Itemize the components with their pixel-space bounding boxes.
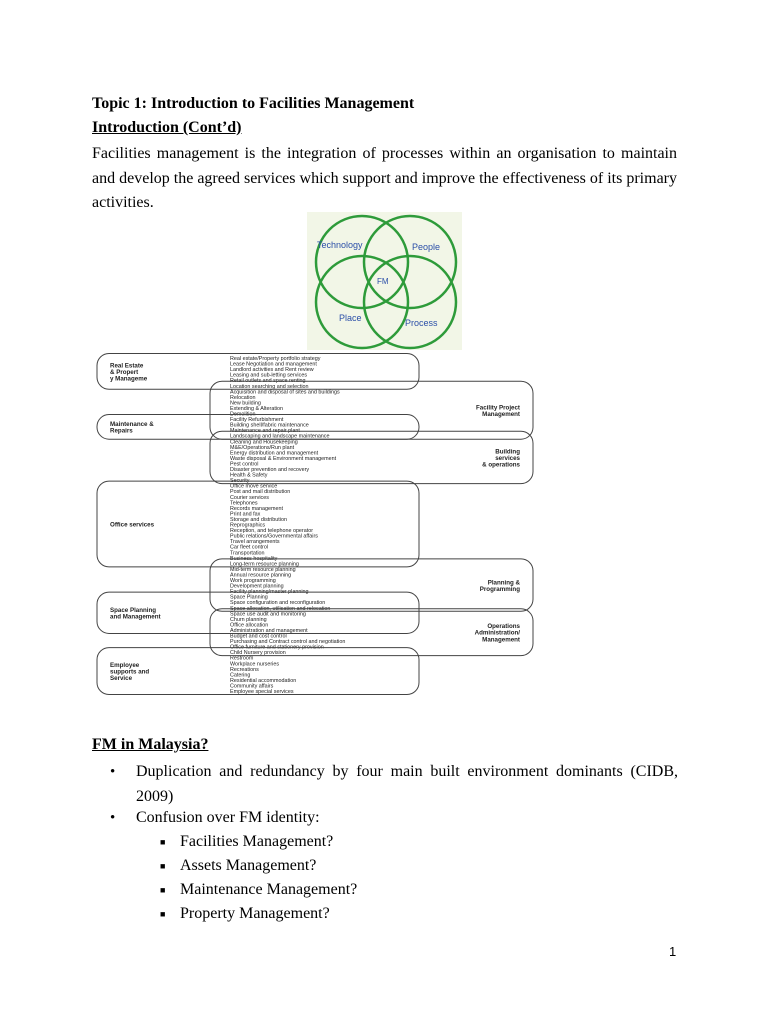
venn-label-fm: FM	[377, 277, 389, 286]
venn-label-process: Process	[405, 318, 438, 328]
fm-services-table	[92, 350, 542, 707]
table-item-text: Work programming	[230, 578, 276, 584]
left-group-label: Real Estate & Propert y Manageme	[110, 362, 148, 383]
sub-bullet-text: Maintenance Management?	[180, 881, 358, 898]
table-item-text: Office move service	[230, 483, 278, 490]
table-item-text: Leasing and sub-letting services	[230, 372, 308, 379]
table-item-text: Print and fax	[230, 511, 261, 518]
table-item-text: Landscaping and landscape maintenance	[230, 433, 330, 440]
table-item-text: Energy distribution and management	[230, 450, 319, 457]
bullet-text: Duplication and redundancy by four main built environment dominants (CIDB, 2009)	[136, 763, 678, 805]
table-item-text: Space use audit and monitoring	[230, 611, 306, 618]
bullet-dot-icon: •	[110, 810, 116, 826]
right-group-label: Building services & operations	[482, 448, 520, 469]
left-group-label: Maintenance & Repairs	[110, 421, 154, 435]
right-group-label: Facility Project Management	[475, 404, 520, 419]
table-item-text: Business hospitality	[230, 555, 278, 562]
square-bullet-icon: ■	[160, 885, 166, 895]
table-item-text: M&E/Operations/Run plant	[230, 444, 295, 451]
venn-label-place: Place	[339, 313, 362, 323]
table-item-text: Acquisition and disposal of sites and buildings	[230, 389, 340, 396]
table-item-text: Space Planning	[230, 594, 268, 601]
table-item-text: Security	[230, 478, 250, 485]
table-item-text: Employee special services	[230, 689, 294, 695]
fm-malaysia-heading: FM in Malaysia?	[92, 736, 209, 753]
table-item-text: Office allocation	[230, 622, 269, 629]
table-item-text: Child Nursery provision	[230, 650, 286, 657]
table-item-text: Location searching and selection	[230, 383, 309, 390]
table-item-text: Space configuration and reconfiguration	[230, 600, 326, 607]
table-item-text: Telephones	[230, 500, 258, 507]
table-item-text: Public relations/Governmental affairs	[230, 533, 318, 540]
venn-circle-place	[316, 256, 408, 348]
table-item-text: Mid-term resource planning	[230, 566, 296, 573]
right-group-label: Planning & Programming	[479, 579, 520, 593]
table-item-text: Relocation	[230, 394, 256, 401]
table-item-text: Disaster prevention and recovery	[230, 467, 310, 473]
table-item-text: Records management	[230, 505, 284, 512]
table-item-text: Facility Refurbishment	[230, 417, 284, 424]
intro-paragraph: Facilities management is the integration of processes within an organisation to maintain and develop the agreed services which support and improve the effectiveness of its primary activities.	[92, 145, 677, 211]
table-item-text: Churn planning	[230, 616, 267, 623]
table-item-text: Waste disposal & Environment management	[230, 455, 337, 462]
venn-label-technology: Technology	[317, 240, 363, 250]
table-item-text: Administration and management	[230, 627, 308, 634]
table-item-text: Workplace nurseries	[230, 661, 280, 668]
table-item-text: Community affairs	[230, 683, 274, 690]
sub-bullet-text: Property Management?	[180, 905, 330, 922]
table-item-text: Courier services	[230, 494, 269, 501]
left-group-label: Employee supports and Service	[110, 661, 150, 683]
sub-bullet-text: Assets Management?	[180, 857, 317, 874]
table-item-text: Facility planning/master planning	[230, 589, 309, 596]
table-item-text: Long-term resource planning	[230, 561, 299, 568]
venn-circle-people	[364, 216, 456, 308]
table-item-text: Office furniture and stationery provision	[230, 644, 324, 651]
bullet-text: Confusion over FM identity:	[136, 809, 320, 826]
left-group-label: Office services	[110, 521, 155, 529]
table-item-text: Budget and cost control	[230, 633, 287, 640]
sub-bullet-text: Facilities Management?	[180, 833, 334, 850]
table-item-text: Space allocation, utilisation and relocation	[230, 605, 331, 612]
table-item-text: Purchasing and Contract control and negotiation	[230, 639, 346, 646]
table-item-text: Retail outlets and space renting	[230, 378, 306, 385]
table-item-text: Demolition	[230, 411, 256, 418]
table-item-text: Development planning	[230, 583, 284, 590]
table-item-text: Lease Negotiation and management	[230, 361, 317, 368]
table-item-text: New building	[230, 400, 261, 407]
fm-venn-diagram	[307, 212, 462, 350]
table-item-text: Real estate/Property portfolio strategy	[230, 356, 321, 362]
table-item-text: Recreations	[230, 666, 259, 673]
left-group-label: Space Planning and Management	[110, 607, 161, 621]
table-item-text: Storage and distribution	[230, 516, 287, 523]
table-item-text: Reception, and telephone operator	[230, 528, 314, 535]
table-item-text: Post and mail distribution	[230, 489, 291, 496]
right-group-label: Operations Administration/ Management	[474, 623, 520, 644]
venn-label-people: People	[412, 242, 441, 252]
table-item-text: Restroom	[230, 655, 254, 662]
section-subtitle: Introduction (Cont’d)	[92, 119, 242, 136]
table-item-text: Maintenance and repair plant	[230, 428, 300, 435]
table-item-text: Catering	[230, 672, 251, 679]
table-item-text: Reprographics	[230, 522, 266, 529]
venn-circle-technology	[316, 216, 408, 308]
table-item-text: Residential accommodation	[230, 677, 297, 684]
table-item-text: Car fleet control	[230, 544, 269, 551]
table-item-text: Travel arrangements	[230, 539, 280, 546]
square-bullet-icon: ■	[160, 909, 166, 919]
table-item-text: Cleaning and Housekeeping	[230, 439, 298, 446]
table-item-text: Pest control	[230, 461, 259, 468]
table-item-text: Annual resource planning	[230, 572, 292, 579]
page-number: 1	[669, 944, 677, 959]
table-item-text: Building shell/fabric maintenance	[230, 422, 309, 429]
table-item-text: Landlord activities and Rent review	[230, 367, 314, 374]
square-bullet-icon: ■	[160, 861, 166, 871]
table-item-text: Health & Safety	[230, 472, 268, 479]
table-item-text: Extending & Alteration	[230, 405, 284, 412]
table-item-text: Transportation	[230, 550, 265, 557]
square-bullet-icon: ■	[160, 837, 166, 847]
venn-circle-process	[364, 256, 456, 348]
bullet-dot-icon: •	[110, 764, 116, 780]
page-title: Topic 1: Introduction to Facilities Management	[92, 95, 415, 112]
